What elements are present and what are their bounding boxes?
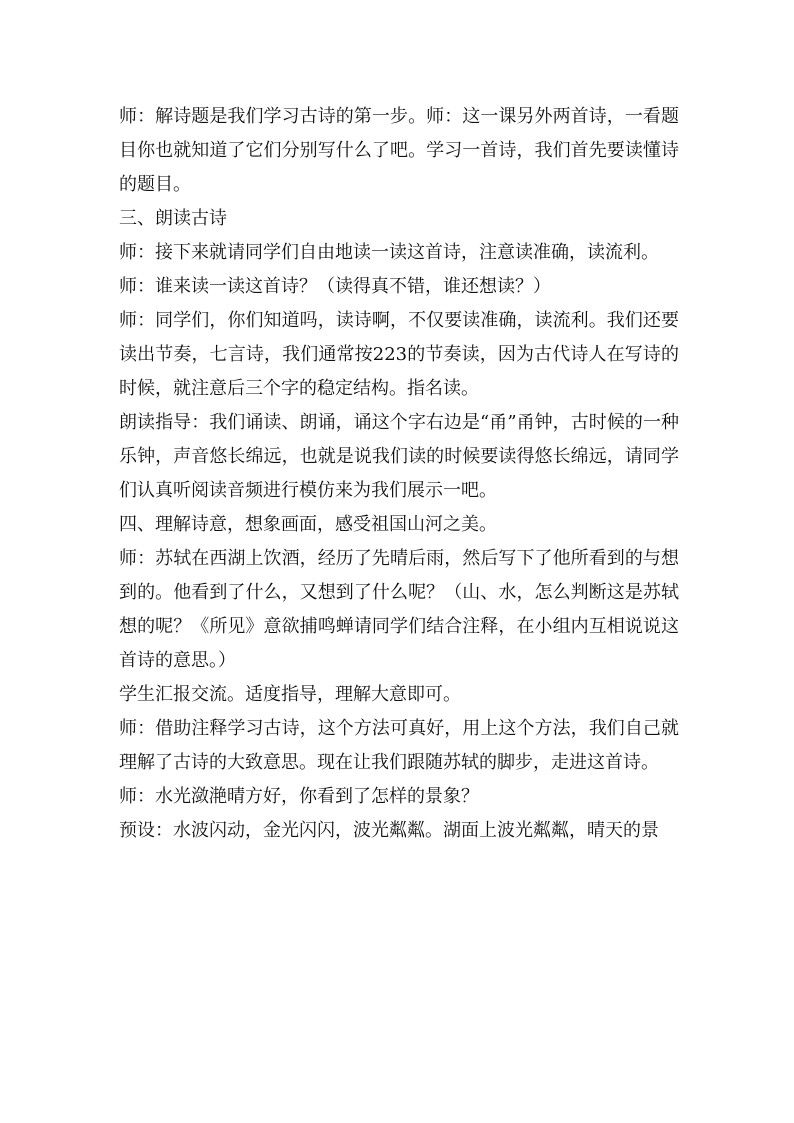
paragraph-preset-answer: 预设：水波闪动，金光闪闪，波光粼粼。湖面上波光粼粼，晴天的景 [119, 820, 659, 841]
section-heading-recite: 三、朗读古诗 [119, 208, 227, 229]
paragraph-free-reading: 师：接下来就请同学们自由地读一读这首诗，注意读准确，读流利。 [119, 242, 659, 263]
paragraph-rhythm: 师：同学们，你们知道吗，读诗啊，不仅要读准确，读流利。我们还要读出节奏，七言诗，我们通常按223的节奏读，因为古代诗人在写诗的时候，就注意后三个字的稳定结构。指名读。 [119, 310, 679, 399]
paragraph-water-light: 师：水光潋滟晴方好，你看到了怎样的景象？ [119, 786, 479, 807]
paragraph-student-report: 学生汇报交流。适度指导，理解大意即可。 [119, 684, 461, 705]
paragraph-reading-guidance: 朗读指导：我们诵读、朗诵，诵这个字右边是“甬”甬钟，古时候的一种乐钟，声音悠长绵远，也就是说我们读的时候要读得悠长绵远，请同学们认真听阅读音频进行模仿来为我们展示一吧。 [119, 412, 679, 501]
document-body [119, 100, 679, 848]
section-heading-understanding: 四、理解诗意，想象画面，感受祖国山河之美。 [119, 514, 497, 535]
paragraph-who-reads: 师：谁来读一读这首诗？（读得真不错，谁还想读？） [119, 276, 551, 297]
paragraph-su-shi: 师：苏轼在西湖上饮酒，经历了先晴后雨，然后写下了他所看到的与想到的。他看到了什么，又想到了什么呢？（山、水，怎么判断这是苏轼想的呢？《所见》意欲捕鸣蝉请同学们结合注释，在小组内互相说说这首诗的意思。） [119, 548, 679, 671]
paragraph-title-analysis: 师：解诗题是我们学习古诗的第一步。师：这一课另外两首诗，一看题目你也就知道了它们分别写什么了吧。学习一首诗，我们首先要读懂诗的题目。 [119, 106, 679, 195]
paragraph-annotation-method: 师：借助注释学习古诗，这个方法可真好，用上这个方法，我们自己就理解了古诗的大致意思。现在让我们跟随苏轼的脚步，走进这首诗。 [119, 718, 679, 773]
